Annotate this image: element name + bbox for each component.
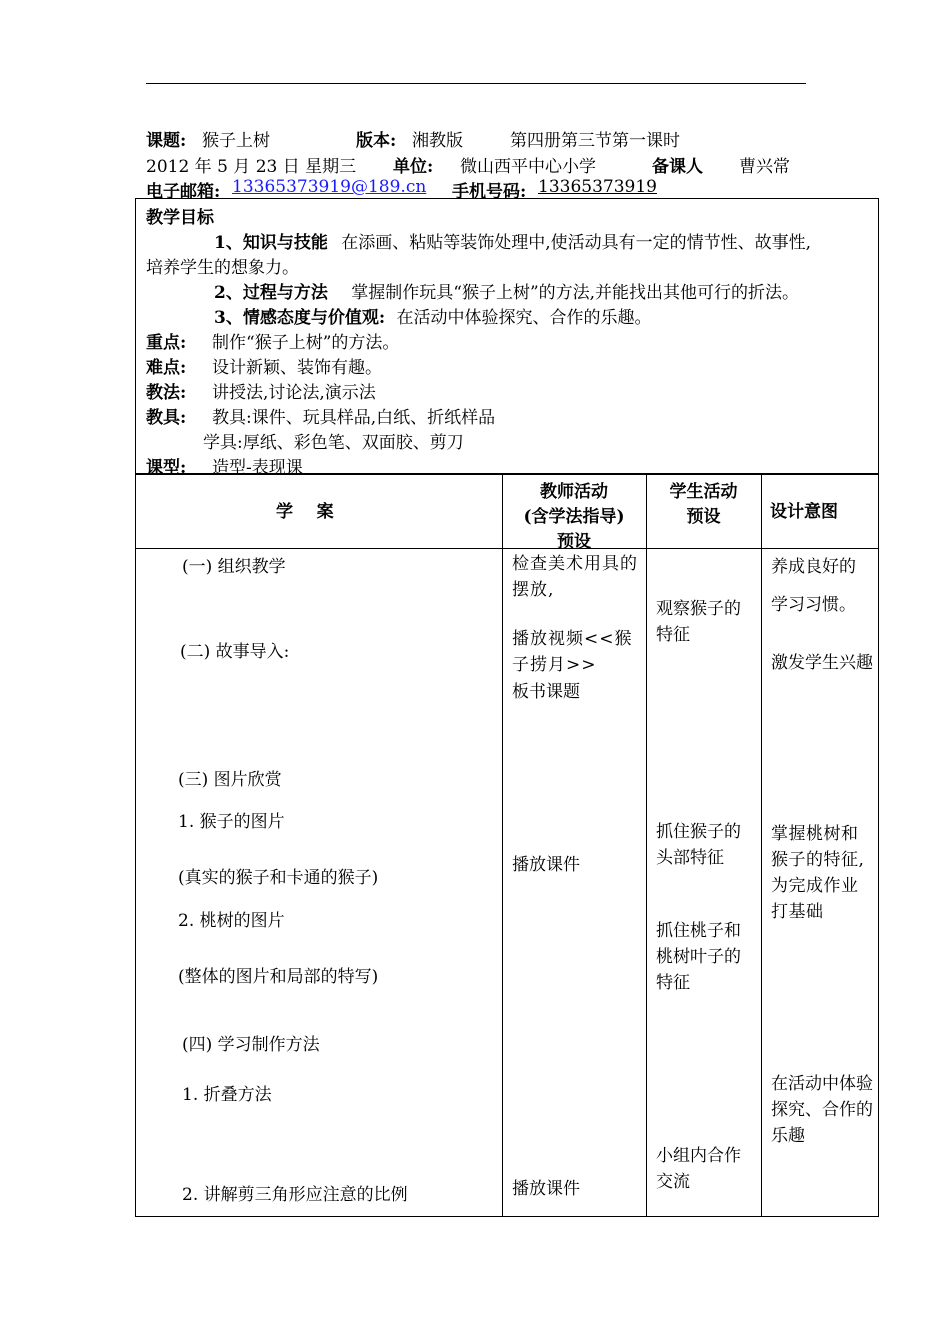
date: 2012 年 5 月 23 日 星期三 bbox=[146, 157, 357, 177]
teacher-activity-4: 播放课件 bbox=[512, 855, 580, 875]
design-intent-2: 激发学生兴趣 bbox=[771, 653, 873, 673]
difficulty-label: 难点: bbox=[146, 358, 187, 378]
col-divider-2 bbox=[646, 474, 647, 1217]
col-divider-1 bbox=[502, 474, 503, 1217]
email-label: 电子邮箱: bbox=[146, 182, 221, 202]
student-activity-4: 小组内合作交流 bbox=[656, 1146, 741, 1192]
design-intent-4: 在活动中体验探究、合作的乐趣 bbox=[771, 1074, 873, 1146]
plan-step-4: (四) 学习制作方法 bbox=[182, 1035, 320, 1055]
design-intent-3: 掌握桃树和猴子的特征,为完成作业打基础 bbox=[771, 824, 865, 922]
type-label: 课型: bbox=[146, 458, 187, 478]
edition: 湘教版 bbox=[412, 131, 463, 151]
objective-1-label: 1、知识与技能 bbox=[214, 233, 328, 253]
teacher-activity-1: 检查美术用具的摆放, bbox=[512, 554, 638, 600]
student-activity-3: 抓住桃子和桃树叶子的特征 bbox=[656, 921, 741, 993]
header-teacher-1: 教师活动 bbox=[540, 482, 608, 502]
key-label: 重点: bbox=[146, 333, 187, 353]
objective-1 bbox=[214, 228, 811, 253]
plan-step-4-1: 1. 折叠方法 bbox=[182, 1085, 272, 1105]
header-student-1: 学生活动 bbox=[669, 482, 738, 502]
plan-step-1: (一) 组织教学 bbox=[182, 557, 286, 577]
plan-step-4-2: 2. 讲解剪三角形应注意的比例 bbox=[182, 1185, 408, 1205]
unit-label: 单位: bbox=[393, 157, 434, 177]
header-teacher-2: (含学法指导) bbox=[523, 507, 625, 527]
objective-3-label: 3、情感态度与价值观: bbox=[214, 308, 386, 328]
plan-step-2: (二) 故事导入: bbox=[180, 642, 290, 662]
header-teacher-3: 预设 bbox=[557, 532, 591, 552]
type-text: 造型-表现课 bbox=[212, 458, 303, 478]
teacher-activity-2: 播放视频<<猴子捞月>> bbox=[512, 629, 633, 675]
objective-1-cont: 培养学生的想象力。 bbox=[146, 258, 299, 278]
lesson-table bbox=[135, 474, 879, 1217]
method-text: 讲授法,讨论法,演示法 bbox=[212, 383, 376, 403]
objective-2-text: 掌握制作玩具“猴子上树”的方法,并能找出其他可行的折法。 bbox=[351, 283, 800, 303]
phone: 13365373919 bbox=[538, 177, 657, 197]
objective-3 bbox=[214, 303, 652, 328]
unit: 微山西平中心小学 bbox=[460, 157, 596, 177]
student-tools: 学具:厚纸、彩色笔、双面胶、剪刀 bbox=[203, 433, 464, 453]
edition-label: 版本: bbox=[356, 131, 397, 151]
teacher-activity-3: 板书课题 bbox=[512, 682, 580, 702]
plan-step-3-1-note: (真实的猴子和卡通的猴子) bbox=[178, 868, 379, 888]
student-activity-1: 观察猴子的特征 bbox=[656, 599, 741, 645]
header-rule bbox=[146, 83, 806, 84]
email-link[interactable]: 13365373919@189.cn bbox=[232, 177, 427, 197]
objective-1-text: 在添画、粘贴等装饰处理中,使活动具有一定的情节性、故事性, bbox=[341, 233, 812, 253]
key-text: 制作“猴子上树”的方法。 bbox=[212, 333, 400, 353]
difficulty-text: 设计新颖、装饰有趣。 bbox=[212, 358, 382, 378]
preparer: 曹兴常 bbox=[739, 157, 790, 177]
topic: 猴子上树 bbox=[202, 131, 270, 151]
student-activity-2: 抓住猴子的头部特征 bbox=[656, 822, 741, 868]
plan-step-3: (三) 图片欣赏 bbox=[178, 770, 282, 790]
phone-label: 手机号码: bbox=[452, 182, 527, 202]
tools-text: 教具:课件、玩具样品,白纸、折纸样品 bbox=[212, 408, 496, 428]
header-plan: 学 案 bbox=[276, 502, 334, 522]
objective-2 bbox=[214, 278, 799, 303]
teacher-activity-5: 播放课件 bbox=[512, 1179, 580, 1199]
col-divider-3 bbox=[761, 474, 762, 1217]
objective-3-text: 在活动中体验探究、合作的乐趣。 bbox=[396, 308, 652, 328]
objective-2-label: 2、过程与方法 bbox=[214, 283, 328, 303]
tools-label: 教具: bbox=[146, 408, 187, 428]
header-design: 设计意图 bbox=[770, 502, 838, 522]
method-label: 教法: bbox=[146, 383, 187, 403]
topic-label: 课题: bbox=[146, 131, 187, 151]
header-student-2: 预设 bbox=[686, 507, 721, 527]
plan-step-3-2: 2. 桃树的图片 bbox=[178, 911, 285, 931]
design-intent-1: 养成良好的 bbox=[771, 557, 856, 577]
lesson: 第四册第三节第一课时 bbox=[510, 131, 680, 151]
design-intent-1b: 学习习惯。 bbox=[771, 595, 856, 615]
plan-step-3-2-note: (整体的图片和局部的特写) bbox=[178, 967, 379, 987]
preparer-label: 备课人 bbox=[652, 157, 703, 177]
objectives-title: 教学目标 bbox=[146, 208, 214, 228]
plan-step-3-1: 1. 猴子的图片 bbox=[178, 812, 285, 832]
